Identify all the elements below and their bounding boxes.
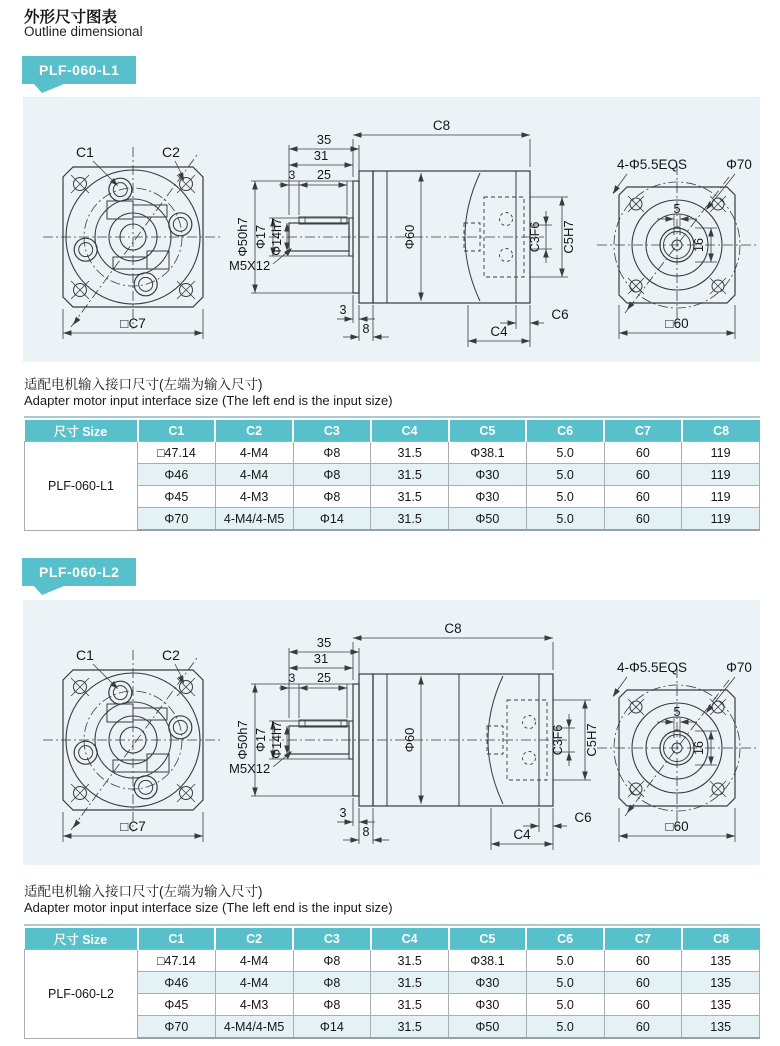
column-header: C2 — [215, 928, 293, 950]
svg-text:M5X12: M5X12 — [229, 761, 271, 776]
table-top-rule — [24, 924, 760, 926]
dim-cell: 31.5 — [371, 994, 449, 1016]
column-header: C4 — [371, 420, 449, 442]
column-header: C8 — [682, 420, 760, 442]
table-row — [25, 950, 760, 972]
dim-cell: 5.0 — [526, 1016, 604, 1039]
dimension-table-l1 — [24, 416, 760, 531]
model-cell: PLF-060-L2 — [25, 950, 138, 1039]
dim-cell: 60 — [604, 950, 682, 972]
dim-cell: Φ8 — [293, 442, 371, 464]
dim-cell: 31.5 — [371, 486, 449, 508]
page-subtitle: Outline dimensional — [24, 24, 143, 39]
svg-text:C6: C6 — [574, 810, 592, 825]
svg-text:C1: C1 — [76, 144, 94, 160]
column-header: 尺寸 Size — [25, 928, 138, 950]
dim-cell: 4-M3 — [215, 486, 293, 508]
svg-text:3: 3 — [288, 168, 296, 182]
column-header: C5 — [449, 928, 527, 950]
dim-cell: 119 — [682, 442, 760, 464]
svg-text:Φ60: Φ60 — [402, 224, 417, 250]
dim-cell: Φ8 — [293, 994, 371, 1016]
dim-cell: Φ45 — [138, 994, 216, 1016]
svg-text:3: 3 — [339, 303, 347, 317]
dim-cell: Φ14 — [293, 1016, 371, 1039]
svg-text:□60: □60 — [665, 316, 689, 331]
svg-text:□60: □60 — [665, 819, 689, 834]
svg-text:31: 31 — [313, 651, 329, 666]
svg-text:□C7: □C7 — [120, 316, 146, 331]
technical-drawing-l2 — [23, 600, 760, 865]
column-header: C7 — [604, 420, 682, 442]
column-header: C8 — [682, 928, 760, 950]
dim-cell: 4-M4 — [215, 442, 293, 464]
dim-cell: 119 — [682, 508, 760, 531]
dim-cell: 31.5 — [371, 508, 449, 531]
svg-text:C5H7: C5H7 — [584, 723, 599, 757]
dim-cell: 4-M4 — [215, 464, 293, 486]
table-caption-en: Adapter motor input interface size (The left end is the input size) — [24, 900, 393, 915]
svg-text:C4: C4 — [490, 324, 508, 339]
technical-drawing-l1 — [23, 97, 760, 362]
dim-cell: 4-M4 — [215, 950, 293, 972]
svg-text:4-Φ5.5EQS: 4-Φ5.5EQS — [617, 157, 688, 172]
dim-cell: 5.0 — [526, 442, 604, 464]
model-badge-l2 — [22, 558, 136, 586]
dim-cell: Φ50 — [449, 508, 527, 531]
dim-cell: 4-M4/4-M5 — [215, 508, 293, 531]
svg-text:C3F6: C3F6 — [528, 221, 542, 253]
svg-text:C8: C8 — [444, 621, 462, 636]
dim-cell: 135 — [682, 1016, 760, 1039]
dim-cell: Φ30 — [449, 464, 527, 486]
column-header: C2 — [215, 420, 293, 442]
model-cell: PLF-060-L1 — [25, 442, 138, 531]
column-header: C6 — [526, 928, 604, 950]
column-header: C7 — [604, 928, 682, 950]
dim-cell: Φ70 — [138, 1016, 216, 1039]
svg-text:5: 5 — [673, 202, 681, 216]
dim-cell: Φ30 — [449, 972, 527, 994]
svg-text:C4: C4 — [513, 827, 531, 842]
svg-text:Φ60: Φ60 — [402, 727, 417, 753]
dim-cell: 31.5 — [371, 950, 449, 972]
svg-text:□C7: □C7 — [120, 819, 146, 834]
dim-cell: 5.0 — [526, 486, 604, 508]
dim-cell: 60 — [604, 442, 682, 464]
svg-text:35: 35 — [316, 635, 332, 650]
dim-cell: 31.5 — [371, 464, 449, 486]
dim-cell: 119 — [682, 464, 760, 486]
svg-text:Φ50h7: Φ50h7 — [235, 720, 250, 760]
dim-cell: 60 — [604, 972, 682, 994]
svg-text:C5H7: C5H7 — [561, 220, 576, 254]
model-badge-label: PLF-060-L1 — [39, 62, 120, 78]
dim-cell: 4-M4 — [215, 972, 293, 994]
table-top-rule — [24, 416, 760, 418]
dim-cell: Φ45 — [138, 486, 216, 508]
svg-text:Φ14h7: Φ14h7 — [270, 218, 284, 256]
svg-text:M5X12: M5X12 — [229, 258, 271, 273]
svg-text:16: 16 — [692, 741, 706, 755]
page-title: 外形尺寸图表 — [24, 9, 118, 26]
dim-cell: 31.5 — [371, 972, 449, 994]
svg-text:C8: C8 — [432, 118, 451, 133]
svg-text:3: 3 — [288, 671, 296, 685]
model-badge-label: PLF-060-L2 — [39, 564, 120, 580]
dim-cell: Φ8 — [293, 972, 371, 994]
svg-text:C1: C1 — [76, 647, 94, 663]
dim-cell: 4-M3 — [215, 994, 293, 1016]
dimension-table — [24, 928, 760, 1039]
dim-cell: 135 — [682, 972, 760, 994]
dim-cell: □47.14 — [138, 950, 216, 972]
svg-text:25: 25 — [317, 168, 331, 182]
column-header: C3 — [293, 928, 371, 950]
svg-text:8: 8 — [362, 322, 370, 336]
dim-cell: 135 — [682, 950, 760, 972]
svg-text:Φ17: Φ17 — [254, 728, 268, 752]
dim-cell: 60 — [604, 508, 682, 531]
dim-cell: □47.14 — [138, 442, 216, 464]
dim-cell: 31.5 — [371, 1016, 449, 1039]
dim-cell: Φ38.1 — [449, 950, 527, 972]
column-header: 尺寸 Size — [25, 420, 138, 442]
dim-cell: 135 — [682, 994, 760, 1016]
svg-text:31: 31 — [313, 148, 329, 163]
dim-cell: Φ30 — [449, 486, 527, 508]
dimension-table — [24, 420, 760, 531]
dim-cell: Φ14 — [293, 508, 371, 531]
svg-text:Φ14h7: Φ14h7 — [270, 721, 284, 759]
dim-cell: Φ46 — [138, 464, 216, 486]
svg-text:3: 3 — [339, 806, 347, 820]
svg-text:5: 5 — [673, 705, 681, 719]
dim-cell: Φ70 — [138, 508, 216, 531]
table-caption-en: Adapter motor input interface size (The left end is the input size) — [24, 393, 393, 408]
drawing-panel-l1 — [23, 97, 760, 362]
svg-text:16: 16 — [692, 238, 706, 252]
dim-cell: Φ38.1 — [449, 442, 527, 464]
model-badge-l1 — [22, 56, 136, 84]
drawing-panel-l2 — [23, 600, 760, 865]
svg-text:35: 35 — [316, 132, 332, 147]
svg-text:25: 25 — [317, 671, 331, 685]
svg-text:C2: C2 — [162, 647, 180, 663]
dim-cell: Φ8 — [293, 464, 371, 486]
dim-cell: 60 — [604, 486, 682, 508]
dim-cell: 5.0 — [526, 950, 604, 972]
dim-cell: 4-M4/4-M5 — [215, 1016, 293, 1039]
dim-cell: 5.0 — [526, 972, 604, 994]
column-header: C5 — [449, 420, 527, 442]
dim-cell: 31.5 — [371, 442, 449, 464]
table-caption-zh: 适配电机输入接口尺寸(左端为输入尺寸) — [24, 884, 263, 899]
column-header: C1 — [138, 420, 216, 442]
dim-cell: 60 — [604, 994, 682, 1016]
column-header: C1 — [138, 928, 216, 950]
svg-text:Φ17: Φ17 — [254, 225, 268, 249]
svg-text:C2: C2 — [162, 144, 180, 160]
column-header: C3 — [293, 420, 371, 442]
svg-text:C3F6: C3F6 — [551, 724, 565, 756]
dim-cell: Φ30 — [449, 994, 527, 1016]
svg-text:8: 8 — [362, 825, 370, 839]
table-caption-zh: 适配电机输入接口尺寸(左端为输入尺寸) — [24, 377, 263, 392]
dim-cell: 5.0 — [526, 508, 604, 531]
dim-cell: 60 — [604, 1016, 682, 1039]
dim-cell: Φ46 — [138, 972, 216, 994]
dim-cell: 5.0 — [526, 464, 604, 486]
dim-cell: 5.0 — [526, 994, 604, 1016]
svg-text:4-Φ5.5EQS: 4-Φ5.5EQS — [617, 660, 688, 675]
table-row — [25, 442, 760, 464]
dimension-table-l2 — [24, 924, 760, 1039]
svg-text:Φ50h7: Φ50h7 — [235, 217, 250, 257]
svg-text:C6: C6 — [551, 307, 569, 322]
svg-text:Φ70: Φ70 — [726, 157, 752, 172]
svg-text:Φ70: Φ70 — [726, 660, 752, 675]
dim-cell: Φ8 — [293, 486, 371, 508]
dim-cell: 119 — [682, 486, 760, 508]
column-header: C6 — [526, 420, 604, 442]
column-header: C4 — [371, 928, 449, 950]
dim-cell: Φ8 — [293, 950, 371, 972]
dim-cell: Φ50 — [449, 1016, 527, 1039]
dim-cell: 60 — [604, 464, 682, 486]
